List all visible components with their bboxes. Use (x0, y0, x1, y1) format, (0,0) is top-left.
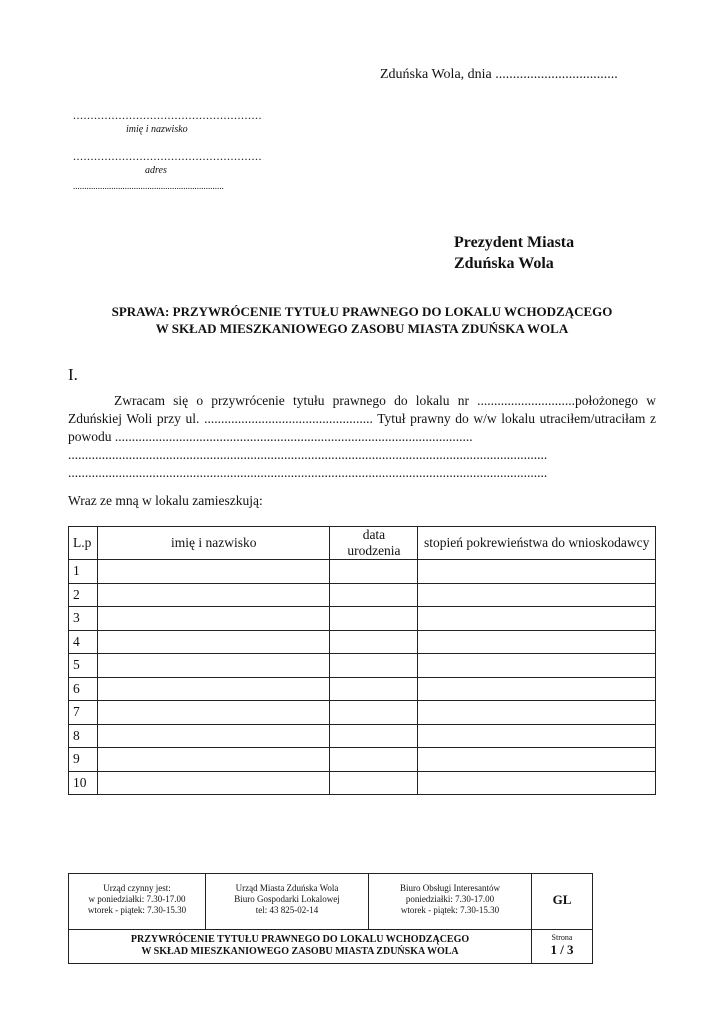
row-number: 5 (69, 654, 98, 678)
footer-box (68, 873, 593, 964)
request-body (68, 392, 656, 482)
row-number: 4 (69, 630, 98, 654)
name-cell[interactable] (97, 701, 330, 725)
customer-service (369, 874, 532, 929)
office-hours-tue-fri: wtorek - piątek: 7.30-15.30 (87, 905, 187, 915)
table-row (69, 771, 656, 795)
birthdate-cell[interactable] (330, 701, 418, 725)
table-row (69, 724, 656, 748)
birthdate-cell[interactable] (330, 724, 418, 748)
dots-line-2[interactable]: .............................................................................................................................................. (68, 465, 548, 480)
birthdate-cell[interactable] (330, 560, 418, 584)
page-label: Strona (551, 933, 573, 942)
row-number: 8 (69, 724, 98, 748)
birthdate-cell[interactable] (330, 654, 418, 678)
row-number: 3 (69, 607, 98, 631)
relation-cell[interactable] (418, 560, 656, 584)
office-department: Biuro Gospodarki Lokalowej (234, 894, 340, 904)
subject (0, 303, 724, 337)
recipient-line-2: Zduńska Wola (454, 255, 554, 272)
customer-service-title: Biuro Obsługi Interesantów (400, 883, 500, 893)
table-row (69, 677, 656, 701)
table-row (69, 654, 656, 678)
section-number: I. (68, 365, 78, 384)
name-cell[interactable] (97, 724, 330, 748)
footer-info-row (69, 874, 592, 930)
row-number: 10 (69, 771, 98, 795)
recipient-line-1: Prezydent Miasta (454, 234, 575, 251)
sender-name-field[interactable]: ...................................................... (73, 108, 262, 122)
page-indicator (532, 930, 592, 963)
row-number: 9 (69, 748, 98, 772)
form-title (69, 930, 532, 963)
birthdate-cell[interactable] (330, 630, 418, 654)
relation-cell[interactable] (418, 771, 656, 795)
office-phone: tel: 43 825-02-14 (255, 905, 319, 915)
table-row (69, 583, 656, 607)
relation-cell[interactable] (418, 583, 656, 607)
relation-cell[interactable] (418, 654, 656, 678)
table-row (69, 560, 656, 584)
name-cell[interactable] (97, 654, 330, 678)
relation-cell[interactable] (418, 748, 656, 772)
birthdate-cell[interactable] (330, 748, 418, 772)
place-date: Zduńska Wola, dnia ................................... (380, 67, 618, 82)
name-cell[interactable] (97, 677, 330, 701)
household-table (68, 526, 656, 795)
birthdate-cell[interactable] (330, 583, 418, 607)
relation-cell[interactable] (418, 630, 656, 654)
table-row (69, 630, 656, 654)
birthdate-cell[interactable] (330, 677, 418, 701)
page-number: 1 / 3 (550, 942, 574, 957)
name-cell[interactable] (97, 560, 330, 584)
office-hours (69, 874, 206, 929)
household-intro: Wraz ze mną w lokalu zamieszkują: (68, 493, 263, 508)
name-cell[interactable] (97, 607, 330, 631)
sender-block (73, 108, 262, 191)
sender-name-caption: imię i nazwisko (126, 124, 188, 135)
form-title-line-2: W SKŁAD MIESZKANIOWEGO ZASOBU MIASTA ZDUŃSKA WOLA (141, 946, 459, 957)
name-cell[interactable] (97, 630, 330, 654)
row-number: 6 (69, 677, 98, 701)
name-cell[interactable] (97, 771, 330, 795)
office-hours-title: Urząd czynny jest: (103, 883, 171, 893)
customer-service-monday: poniedziałki: 7.30-17.00 (405, 894, 495, 904)
subject-line-2: W SKŁAD MIESZKANIOWEGO ZASOBU MIASTA ZDUŃSKA WOLA (155, 321, 569, 336)
birthdate-cell[interactable] (330, 771, 418, 795)
subject-line-1: SPRAWA: PRZYWRÓCENIE TYTUŁU PRAWNEGO DO LOKALU WCHODZĄCEGO (111, 304, 613, 319)
relation-cell[interactable] (418, 677, 656, 701)
name-cell[interactable] (97, 748, 330, 772)
row-number: 7 (69, 701, 98, 725)
table-row (69, 701, 656, 725)
sender-address-field[interactable]: ...................................................... (73, 149, 262, 163)
request-paragraph[interactable]: Zwracam się o przywrócenie tytułu prawnego do lokalu nr .............................położonego w Zduńskiej Woli przy ul. .................................................. Tytuł prawny do w/w lokalu utraciłem/utraciłam z powodu .......................................................................................................... (68, 393, 656, 444)
relation-cell[interactable] (418, 724, 656, 748)
office-name: Urząd Miasta Zduńska Wola (235, 883, 339, 893)
table-row (69, 748, 656, 772)
row-number: 1 (69, 560, 98, 584)
name-cell[interactable] (97, 583, 330, 607)
col-name: imię i nazwisko (97, 527, 330, 560)
row-number: 2 (69, 583, 98, 607)
relation-cell[interactable] (418, 607, 656, 631)
relation-cell[interactable] (418, 701, 656, 725)
sender-address-caption: adres (145, 165, 167, 176)
sender-address-field-2[interactable]: ................................................................... (73, 181, 224, 191)
col-relation: stopień pokrewieństwa do wnioskodawcy (418, 527, 656, 560)
birthdate-cell[interactable] (330, 607, 418, 631)
recipient (454, 232, 574, 274)
col-birthdate: data urodzenia (330, 527, 418, 560)
office-hours-monday: w poniedziałki: 7.30-17.00 (88, 894, 186, 904)
table-header-row (69, 527, 656, 560)
col-lp: L.p (69, 527, 98, 560)
table-row (69, 607, 656, 631)
office-contact (206, 874, 369, 929)
form-title-line-1: PRZYWRÓCENIE TYTUŁU PRAWNEGO DO LOKALU WCHODZĄCEGO (130, 934, 470, 945)
department-code: GL (552, 892, 572, 907)
dots-line-1[interactable]: .............................................................................................................................................. (68, 447, 548, 462)
customer-service-tue-fri: wtorek - piątek: 7.30-15.30 (400, 905, 500, 915)
